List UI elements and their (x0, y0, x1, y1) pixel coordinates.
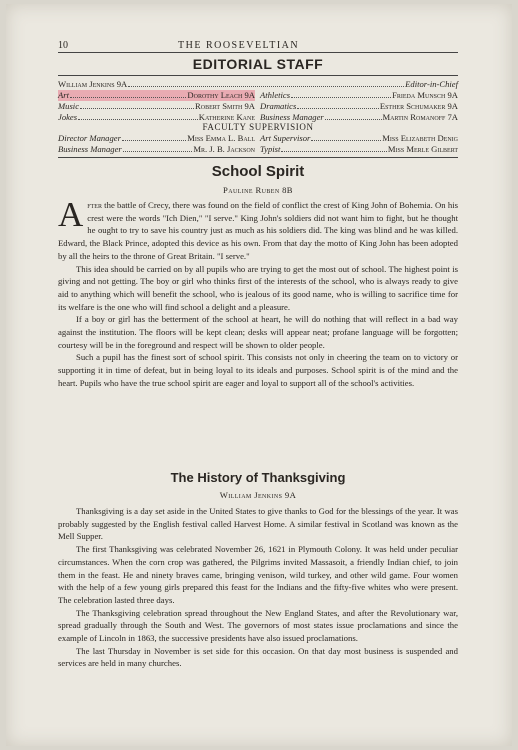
article-title-thanksgiving: The History of Thanksgiving (170, 470, 346, 485)
staff-row-chief (58, 79, 458, 90)
faculty-row (58, 144, 458, 155)
dot-leader (123, 144, 193, 152)
dot-leader (325, 112, 382, 120)
dot-leader (291, 90, 391, 98)
staff-role: Dramatics (260, 101, 297, 111)
staff-name: Miss Elizabeth Denig (382, 133, 458, 143)
staff-role: Business Manager (58, 144, 122, 154)
faculty-entry-art-supervisor (260, 133, 458, 144)
staff-entry-dramatics (260, 101, 458, 112)
staff-name: Miss Emma L. Ball (187, 133, 255, 143)
staff-name: Miss Merle Gilbert (387, 144, 458, 154)
staff-role: Athletics (260, 90, 291, 100)
paragraph: The last Thursday in November is set side for this occasion. On that day most business is suspended and services are held in many churches. (58, 645, 458, 669)
staff-name: Martin Romanoff 7A (382, 112, 458, 122)
dot-leader (128, 79, 404, 87)
lead-in: fter (87, 200, 102, 210)
paragraph: This idea should be carried on by all pupils who are trying to get the most out of school. The highest point is giving and not getting. The boy or girl who thinks first of the interests of the school, who is always ready to give aid to anything which will benefit the school, who is jealous of its good name, who is willing to sacrifice time for its welfare is the one who will find school a delight and a pleasure. (58, 263, 458, 312)
paragraph: Such a pupil has the finest sort of school spirit. This consists not only in cheering the team on to victory or supporting it in time of defeat, but in being loyal to its ideals and purposes. School spirit is of the mind and the heart. Pupils who have the true school spirit are eager and loyal to support all of the school's activities. (58, 352, 458, 388)
paragraph-text: the battle of Crecy, there was found on the field of conflict the crest of King John of Bohemia. On his crest were the words "Ich Dien," "I serve." King John's soldiers did not want him to fight, but he thought he ought to try to save his country just as much as his soldiers did. The king was blind and he was killed. Edward, the Black Prince, adopted this device as his own. From that day the motto of King John has been adopted by all the heirs to the throne of Great Britain. "I serve." (58, 200, 458, 261)
staff-role: Art Supervisor (260, 133, 311, 143)
staff-name: Dorothy Leach 9A (187, 90, 255, 100)
dot-leader (311, 133, 381, 141)
staff-name: Mr. J. B. Jackson (193, 144, 255, 154)
dot-leader (70, 90, 186, 98)
staff-name: Robert Smith 9A (195, 101, 255, 111)
paragraph: If a boy or girl has the betterment of the school at heart, he will do nothing that will reflect in a bad way against the institution. The floors will be kept clean; desks will appear neat; profane language will be forgotten; courtesy will be in the foreground and respect will be shown to older people. (58, 314, 458, 350)
staff-top-rule (58, 75, 458, 76)
staff-bottom-rule (58, 157, 458, 158)
staff-name: Esther Schumaker 9A (379, 101, 458, 111)
paragraph: Thanksgiving is a day set aside in the United States to give thanks to God for the blessings of the year. It was probably suggested by the English festival called Harvest Home. A similar festival in Scotland was known as the Mell Supper. (58, 506, 458, 542)
faculty-entry-business (58, 144, 255, 155)
staff-entry-chief (58, 79, 458, 90)
dot-leader (80, 101, 194, 109)
faculty-row (58, 133, 458, 144)
staff-name: William Jenkins 9A (58, 79, 128, 89)
faculty-entry-typist (260, 144, 458, 155)
faculty-entry-director (58, 133, 255, 144)
paragraph (58, 195, 458, 263)
staff-entry-music (58, 101, 255, 112)
editorial-staff-title: EDITORIAL STAFF (192, 56, 324, 72)
dot-leader (297, 101, 379, 109)
staff-role: Typist (260, 144, 281, 154)
dot-leader (122, 133, 186, 141)
article-byline: William Jenkins 9A (219, 490, 297, 500)
staff-row (58, 101, 458, 112)
dot-leader (78, 112, 198, 120)
article-body-school-spirit (58, 195, 458, 390)
paragraph: The first Thanksgiving was celebrated November 26, 1621 in Plymouth Colony. It was held under peculiar circumstances. When the corn crop was gathered, the Pilgrims invited Massasoit, a friendly Indian chief, to join them in the feast. He and ninety braves came, bringing venison, wild turkey, and other wild game. Four women with the help of a few young girls prepared this feast for the Indians and the fifty-five whites who were present. The celebration lasted three days. (58, 544, 458, 605)
staff-role: Business Manager (260, 112, 324, 122)
header-rule (58, 52, 458, 53)
staff-entry-art (58, 90, 255, 101)
article-body-thanksgiving (58, 505, 458, 670)
article-byline: Pauline Ruben 8B (223, 185, 293, 195)
staff-name: Katherine Kane (198, 112, 255, 122)
dot-leader (281, 144, 387, 152)
staff-entry-athletics (260, 90, 458, 101)
drop-cap: A (58, 195, 84, 234)
running-header (58, 40, 458, 54)
paragraph: The Thanksgiving celebration spread throughout the New England States, and after the Revolutionary war, spread gradually through the South and West. The governors of most states issue proclamations and since the example of Lincoln in 1863, the successive presidents have also issued proclamations. (58, 607, 458, 644)
publication-title: THE ROOSEVELTIAN (178, 40, 300, 51)
staff-role: Music (58, 101, 80, 111)
staff-name: Frieda Munsch 9A (392, 90, 458, 100)
staff-role: Director Manager (58, 133, 121, 143)
staff-role: Editor-in-Chief (405, 79, 458, 89)
staff-row (58, 90, 458, 101)
staff-role: Jokes (58, 112, 78, 122)
page-number: 10 (58, 40, 68, 51)
article-title-school-spirit: School Spirit (211, 163, 305, 180)
faculty-supervision-title: FACULTY SUPERVISION (202, 122, 314, 132)
staff-role: Art (58, 90, 69, 100)
